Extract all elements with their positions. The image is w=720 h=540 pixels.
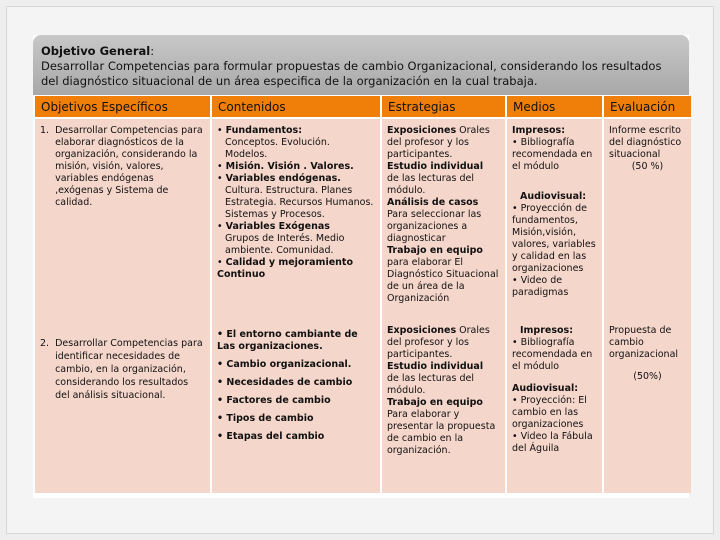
media-printed-text: • Bibliografía recomendada en el módulo <box>512 137 593 172</box>
evaluation-weight: (50 %) <box>631 161 664 172</box>
table-header-row <box>35 96 691 117</box>
content-item: • Etapas del cambio <box>217 431 325 442</box>
content-item: • El entorno cambiante de Las organizaciones. <box>217 329 358 352</box>
media-av-title: Audiovisual: <box>520 191 587 202</box>
media-cell <box>507 117 602 319</box>
content-item: • Variables endógenas. Cultura. Estructura. Planes Estrategia. Recursos Humanos. Sistemas y Procesos. <box>217 173 374 220</box>
strategy-item: Estudio individual de las lecturas del módulo. <box>387 361 484 396</box>
media-printed-title: Impresos: <box>512 125 565 136</box>
evaluation-weight: (50%) <box>633 371 662 382</box>
general-objective-text: Desarrollar Competencias para formular propuestas de cambio Organizacional, considerando los resultados del diagnóstico situacional de un área especifica de la organización en la cual trabaja. <box>41 59 662 88</box>
col-header-contents: Contenidos <box>212 96 380 117</box>
table-row <box>35 319 691 493</box>
evaluation-cell <box>604 117 691 319</box>
objective-cell <box>35 319 210 493</box>
strategy-item: Trabajo en equipo Para elaborar y presentar la propuesta de cambio en la organización. <box>387 397 496 456</box>
content-item: • Misión. Visión . Valores. <box>217 161 354 172</box>
objective-number: 2. <box>40 338 50 349</box>
strategies-cell <box>382 319 505 493</box>
content-item: • Variables Exógenas Grupos de Interés. Medio ambiente. Comunidad. <box>217 221 345 256</box>
contents-cell <box>212 117 380 319</box>
course-table <box>33 96 693 493</box>
evaluation-text: Informe escrito del diagnóstico situacional <box>609 125 682 160</box>
media-av-item: • Proyección: El cambio en las organizaciones <box>512 395 587 430</box>
strategy-item: Análisis de casos Para seleccionar las organizaciones a diagnosticar <box>387 197 482 244</box>
objective-text: Desarrollar Competencias para elaborar diagnósticos de la organización, considerando la misión, visión, valores, variables endógenas ,exógenas y Sistema de calidad. <box>55 125 203 208</box>
content-item: • Factores de cambio <box>217 395 331 406</box>
general-objective: Objetivo General: Desarrollar Competencias para formular propuestas de cambio Organizacional, considerando los resultados del diagnóstico situacional de un área especifica de la organización en la cual trabaja. <box>33 35 689 95</box>
objective-cell <box>35 117 210 319</box>
strategies-cell <box>382 117 505 319</box>
media-printed-title: Impresos: <box>520 325 573 336</box>
media-av-item: • Video la Fábula del Águila <box>512 431 593 454</box>
contents-cell <box>212 319 380 493</box>
evaluation-text: Propuesta de cambio organizacional <box>609 325 679 360</box>
col-header-strategies: Estrategias <box>382 96 505 117</box>
media-cell <box>507 319 602 493</box>
media-av-item: • Proyección de fundamentos, Misión,visión, valores, variables y calidad en las organizaciones <box>512 203 596 274</box>
content-item: • Tipos de cambio <box>217 413 314 424</box>
col-header-objectives: Objetivos Específicos <box>35 96 210 117</box>
general-objective-label: Objetivo General <box>41 44 151 58</box>
objective-number: 1. <box>40 125 50 136</box>
media-av-title: Audiovisual: <box>512 383 579 394</box>
col-header-media: Medios <box>507 96 602 117</box>
evaluation-cell <box>604 319 691 493</box>
content-item: • Necesidades de cambio <box>217 377 353 388</box>
content-item: • Calidad y mejoramiento Continuo <box>217 257 353 280</box>
strategy-item: Exposiciones Orales del profesor y los participantes. <box>387 125 490 160</box>
strategy-item: Trabajo en equipo para elaborar El Diagnóstico Situacional de un área de la Organización <box>387 245 499 304</box>
strategy-item: Exposiciones Orales del profesor y los participantes. <box>387 325 490 360</box>
objective-text: Desarrollar Competencias para identificar necesidades de cambio, en la organización, considerando los resultados del análisis situacional. <box>55 338 203 401</box>
media-av-item: • Video de paradigmas <box>512 275 569 298</box>
content-item: • Cambio organizacional. <box>217 359 352 370</box>
col-header-evaluation: Evaluación <box>604 96 691 117</box>
strategy-item: Estudio individual de las lecturas del módulo. <box>387 161 484 196</box>
content-item: • Fundamentos: Conceptos. Evolución. Modelos. <box>217 125 330 160</box>
table-row <box>35 117 691 319</box>
media-printed-text: • Bibliografía recomendada en el módulo <box>512 337 593 372</box>
